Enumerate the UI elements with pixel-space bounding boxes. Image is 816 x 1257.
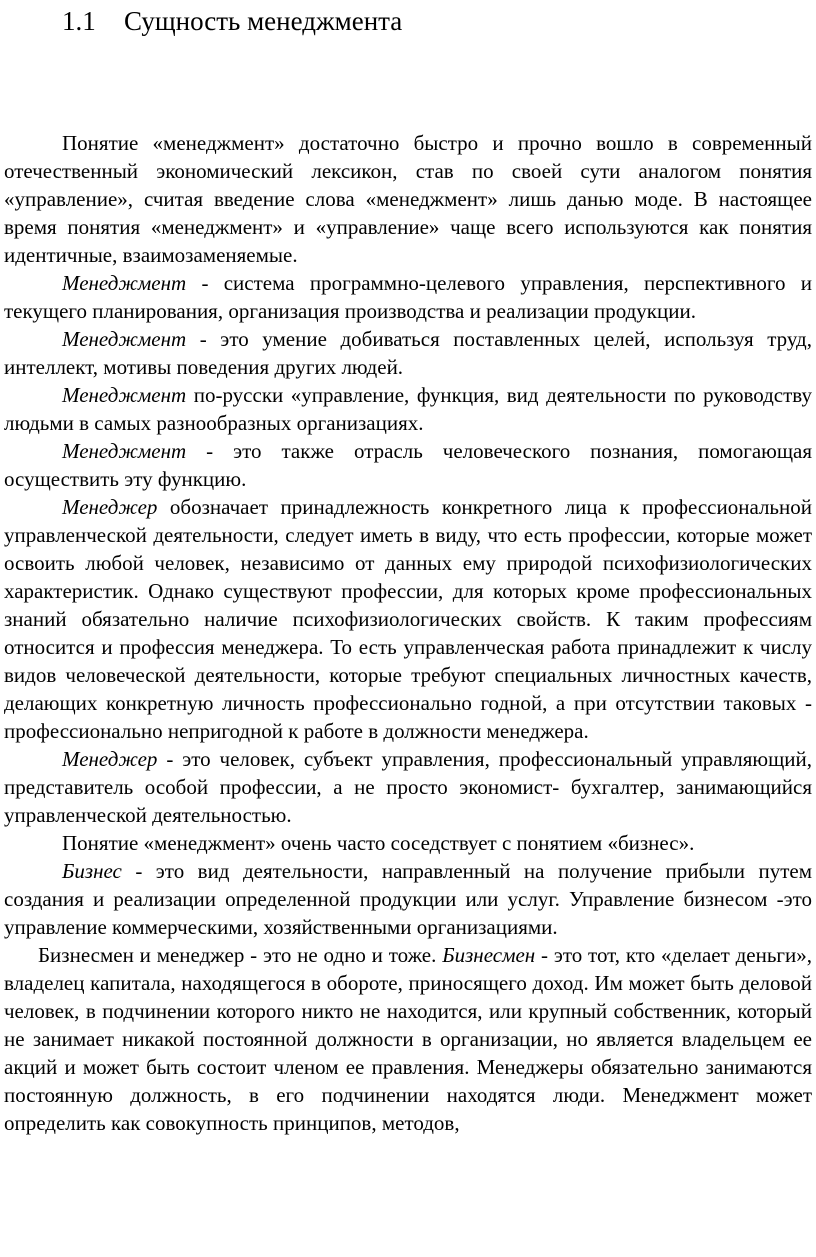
paragraph-definition-management-3 (4, 381, 812, 437)
defined-term: Менеджмент (62, 383, 187, 407)
paragraph-definition-manager-1 (4, 493, 812, 745)
defined-term: Менеджмент (62, 271, 187, 295)
paragraph-text: - это вид деятельности, направленный на получение прибыли путем создания и реализации определенной продукции или услуг. Управление бизнесом -это управление коммерческими, хозяйственными организациями. (4, 859, 812, 939)
paragraph-text: - это человек, субъект управления, профессиональный управляющий, представитель особой профессии, а не просто экономист- бухгалтер, занимающийся управленческой деятельностью. (4, 747, 812, 827)
document-body (4, 129, 812, 1137)
defined-term: Бизнесмен (442, 943, 536, 967)
section-title: Сущность менеджмента (124, 6, 403, 36)
paragraph-definition-business (4, 857, 812, 941)
paragraph-text: - это тот, кто «делает деньги», владелец капитала, находящегося в обороте, приносящего доход. Им может быть деловой человек, в подчинении которого никто не находится, или крупный собственник, который не занимает никакой постоянной должности в организации, но является владельцем ее акций и может быть состоит членом ее правления. Менеджеры обязательно занимаются постоянную должность, в его подчинении находятся люди. Менеджмент может определить как совокупность принципов, методов, (4, 943, 812, 1135)
paragraph-text: обозначает принадлежность конкретного лица к профессиональной управленческой деятельности, следует иметь в виду, что есть профессии, которые может освоить любой человек, независимо от данных ему природой психофизиологических характеристик. Однако существуют профессии, для которых кроме профессиональных знаний обязательно наличие психофизиологических свойств. К таким профессиям относится и профессия менеджера. То есть управленческая работа принадлежит к числу видов человеческой деятельности, которые требуют специальных личностных качеств, делающих конкретную личность профессионально годной, а при отсутствии таковых - профессионально непригодной к работе в должности менеджера. (4, 495, 812, 743)
paragraph-business-note (4, 829, 812, 857)
paragraph-text: Понятие «менеджмент» достаточно быстро и прочно вошло в современный отечественный экономический лексикон, став по своей сути аналогом понятия «управление», считая введение слова «менеджмент» лишь данью моде. В настоящее время понятия «менеджмент» и «управление» чаще всего используются как понятия идентичные, взаимозаменяемые. (4, 131, 812, 267)
paragraph-text: по-русски «управление, функция, вид деятельности по руководству людьми в самых разнообразных организациях. (4, 383, 812, 435)
paragraph-text: Понятие «менеджмент» очень часто соседствует с понятием «бизнес». (62, 831, 695, 855)
defined-term: Менеджер (62, 747, 158, 771)
defined-term: Бизнес (62, 859, 122, 883)
paragraph-text: - это умение добиваться поставленных целей, используя труд, интеллект, мотивы поведения других людей. (4, 327, 812, 379)
defined-term: Менеджмент (62, 327, 187, 351)
paragraph-text: - это также отрасль человеческого познания, помогающая осуществить эту функцию. (4, 439, 812, 491)
paragraph-definition-management-4 (4, 437, 812, 493)
paragraph-definition-management-2 (4, 325, 812, 381)
paragraph-definition-manager-2 (4, 745, 812, 829)
section-heading (62, 4, 402, 38)
defined-term: Менеджер (62, 495, 158, 519)
paragraph-businessman (4, 941, 812, 1137)
paragraph-intro (4, 129, 812, 269)
paragraph-lead-text: Бизнесмен и менеджер - это не одно и тоже. (38, 943, 443, 967)
paragraph-definition-management-1 (4, 269, 812, 325)
section-number: 1.1 (62, 6, 96, 36)
paragraph-text: - система программно-целевого управления, перспективного и текущего планирования, организация производства и реализации продукции. (4, 271, 812, 323)
defined-term: Менеджмент (62, 439, 187, 463)
